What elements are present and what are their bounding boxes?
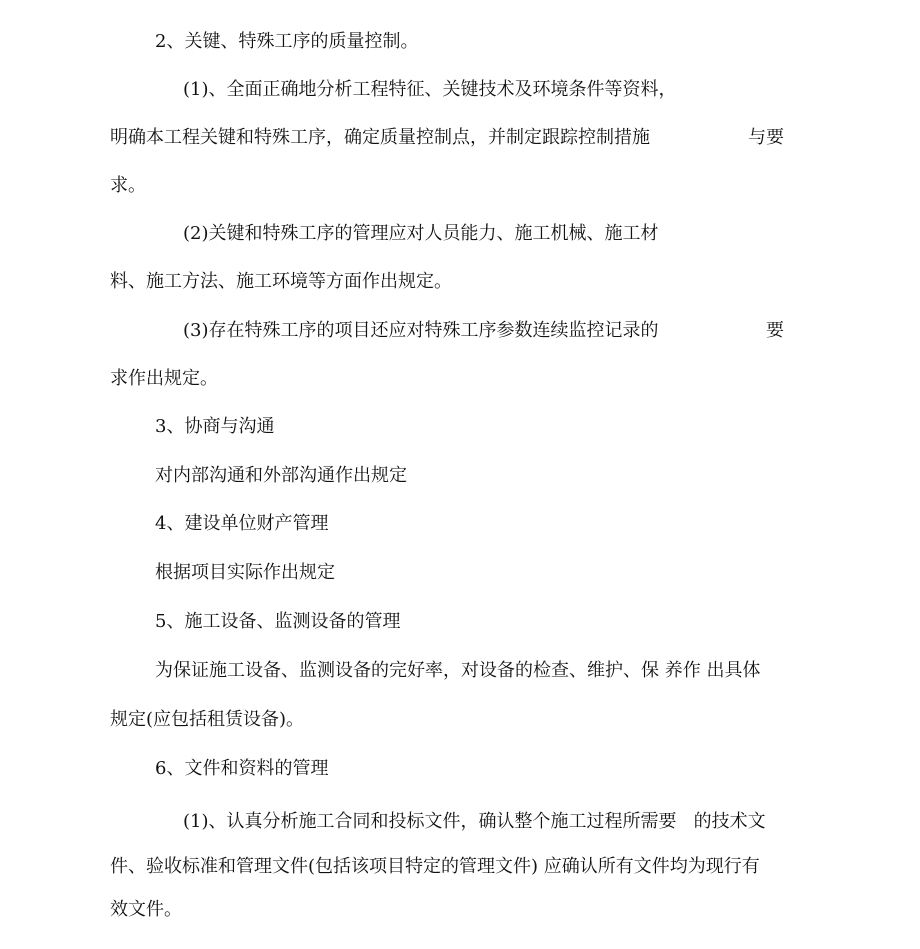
heading-equipment-management: 5、施工设备、监测设备的管理: [155, 611, 401, 632]
heading-client-property: 4、建设单位财产管理: [155, 513, 329, 534]
heading-document-management: 6、文件和资料的管理: [155, 758, 329, 779]
paragraph-line: 为保证施工设备、监测设备的完好率，对设备的检查、维护、保 养作 出具体: [155, 660, 761, 681]
paragraph-line: 求作出规定。: [110, 368, 218, 389]
paragraph-line-tail: 要: [766, 320, 784, 341]
paragraph-line: (1)、认真分析施工合同和投标文件，确认整个施工过程所需要 的技术文: [183, 811, 766, 832]
paragraph-line: 件、验收标准和管理文件(包括该项目特定的管理文件) 应确认所有文件均为现行有: [110, 856, 760, 877]
heading-communication: 3、协商与沟通: [155, 416, 275, 437]
paragraph-line-tail: 与要: [748, 127, 784, 148]
paragraph-line: 规定(应包括租赁设备)。: [110, 709, 305, 730]
paragraph-line: (3)存在特殊工序的项目还应对特殊工序参数连续监控记录的: [183, 320, 659, 341]
paragraph-line: 求。: [110, 175, 146, 196]
paragraph-line: 料、施工方法、施工环境等方面作出规定。: [110, 271, 452, 292]
paragraph-line: 效文件。: [110, 899, 182, 920]
paragraph-line: (2)关键和特殊工序的管理应对人员能力、施工机械、施工材: [183, 223, 659, 244]
paragraph-line: 对内部沟通和外部沟通作出规定: [155, 465, 407, 486]
paragraph-line: 明确本工程关键和特殊工序，确定质量控制点，并制定跟踪控制措施: [110, 127, 650, 148]
paragraph-line: (1)、全面正确地分析工程特征、关键技术及环境条件等资料，: [183, 79, 677, 100]
paragraph-line: 根据项目实际作出规定: [155, 562, 335, 583]
heading-key-special-process-quality: 2、关键、特殊工序的质量控制。: [155, 31, 419, 52]
